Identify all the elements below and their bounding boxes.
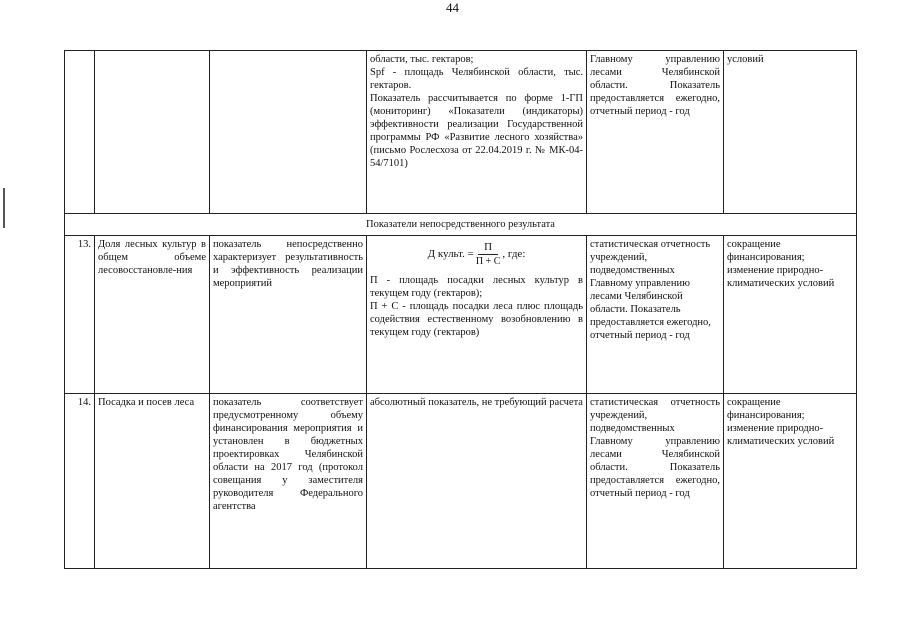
- row14-source: статистическая отчетность учреждений, подведомственных Главному управлению лесами Челябинской области. Показатель предоставляется ежегодно, отчетный период - год: [587, 394, 724, 569]
- cell-source: Главному управлению лесами Челябинской области. Показатель предоставляется ежегодно, отчетный период - год: [587, 51, 724, 214]
- formula-tail: , где:: [502, 248, 526, 260]
- section-header: Показатели непосредственного результата: [65, 214, 857, 236]
- row14-risks: сокращение финансирования; изменение природно-климатических условий: [724, 394, 857, 569]
- table-row-continued: [65, 51, 857, 214]
- row13-risks: сокращение финансирования; изменение природно-климатических условий: [724, 236, 857, 394]
- row13-source: статистическая отчетность учреждений, подведомственных Главному управлению лесами Челябинской области. Показатель предоставляется ежегодно, отчетный период - год: [587, 236, 724, 394]
- formula-fraction: [476, 241, 501, 268]
- cell-method: области, тыс. гектаров; Spf - площадь Челябинской области, тыс. гектаров. Показатель рассчитывается по форме 1-ГП (мониторинг) «Показатели (индикаторы) эффективности реализации Государственной программы РФ «Развитие лесного хозяйства» (письмо Рослесхоза от 22.04.2019 г. № МК-04-54/7101): [367, 51, 587, 214]
- cell-characteristic-empty: [210, 51, 367, 214]
- cell-num-empty: [65, 51, 95, 214]
- formula-denominator: П + С: [475, 256, 501, 267]
- scan-edge-mark: [3, 188, 5, 228]
- cell-name-empty: [95, 51, 210, 214]
- row14-name: Посадка и посев леса: [95, 394, 210, 569]
- table-row-13: [65, 236, 857, 394]
- row14-characteristic: показатель соответствует предусмотренному объему финансирования мероприятия и установлен в бюджетных проектировках Челябинской области на 2017 год (протокол совещания у заместителя руководителя Федерального агентства: [210, 394, 367, 569]
- row13-number: 13.: [65, 236, 95, 394]
- cell-risks: условий: [724, 51, 857, 214]
- row14-method: абсолютный показатель, не требующий расчета: [367, 394, 587, 569]
- table-row-14: [65, 394, 857, 569]
- row13-method-note: П - площадь посадки лесных культур в текущем году (гектаров); П + С - площадь посадки леса плюс площадь содействия естественному возобновлению в текущем году (гектаров): [370, 275, 583, 338]
- indicators-table: [64, 50, 857, 569]
- formula-lhs: Д культ. =: [427, 248, 474, 260]
- page-number: 44: [446, 0, 459, 15]
- formula-numerator: П: [478, 241, 498, 255]
- row13-name: Доля лесных культур в общем объеме лесовосстановле-ния: [95, 236, 210, 394]
- row13-formula: [370, 241, 583, 268]
- section-header-row: [65, 214, 857, 236]
- row14-number: 14.: [65, 394, 95, 569]
- row13-method: [367, 236, 587, 394]
- row13-characteristic: показатель непосредственно характеризует результативность и эффективность реализации мероприятий: [210, 236, 367, 394]
